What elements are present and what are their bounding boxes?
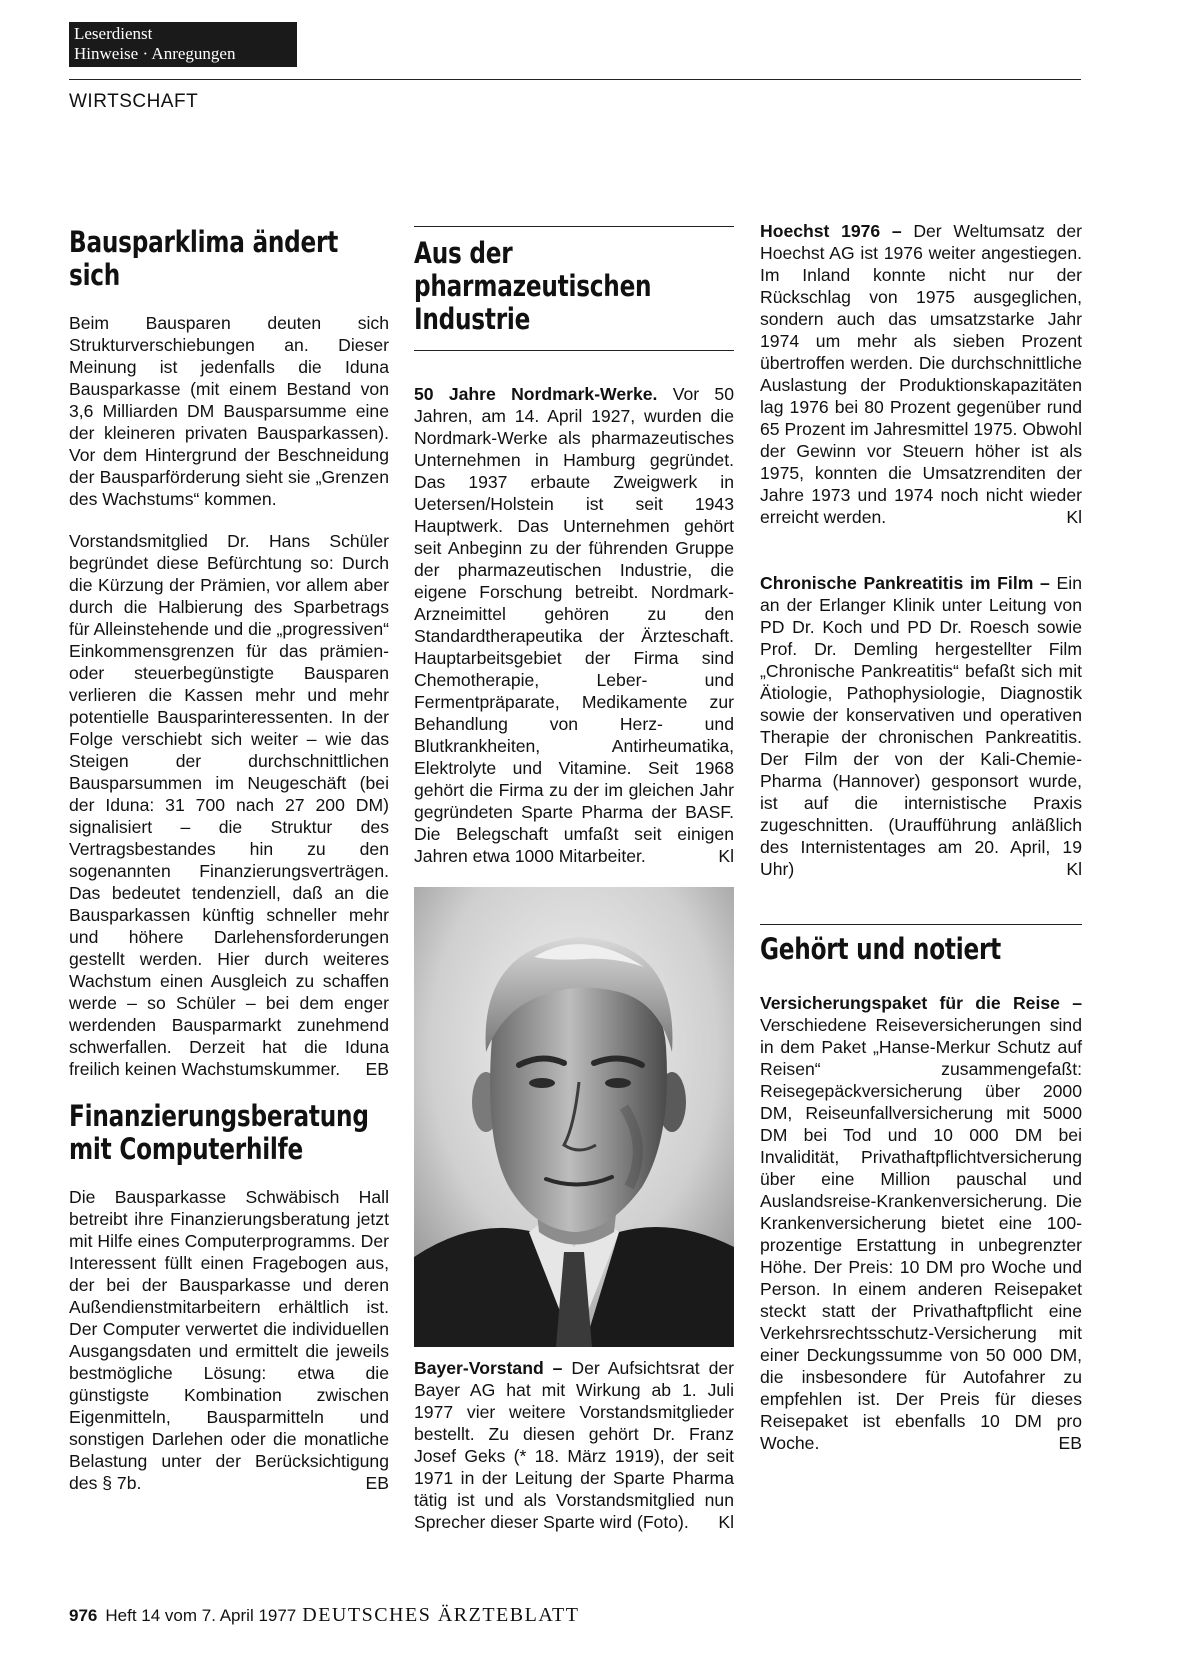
article-paragraph [414,383,734,867]
badge-line-2: Hinweise · Anregungen [74,44,236,63]
title-line: Finanzierungsberatung [69,1099,369,1133]
column-right [760,221,1082,1474]
author-signature: Kl [718,1512,734,1532]
page-footer [69,1604,579,1627]
badge-line-1: Leserdienst [74,24,153,43]
column-left [69,226,389,1514]
paragraph-lead: Bayer-Vorstand – [414,1358,563,1378]
title-line: pharmazeutischen [414,269,652,303]
portrait-photo [414,887,734,1347]
magazine-name: DEUTSCHES ÄRZTEBLATT [302,1604,580,1626]
title-line: mit Computerhilfe [69,1132,303,1166]
paragraph-text: Beim Bausparen deuten sich Strukturverschiebungen an. Dieser Meinung ist jedenfalls die Iduna Bausparkasse (mit einem Bestand von 3,6 Milliarden DM Bausparsumme eine der kleineren privaten Bausparkassen). Vor dem Hintergrund der Beschneidung der Bausparförderung sieht sie „Grenzen des Wachstums“ kommen. [69,313,389,509]
paragraph-lead: Chronische Pankreatitis im Film – [760,573,1050,593]
paragraph-text: Verschiedene Reiseversicherungen sind in dem Paket „Hanse-Merkur Schutz auf Reisen“ zusammengefaßt: Reisegepäckversicherung über 2000 DM, Reiseunfallversicherung mit 5000 DM bei Tod und 10 000 DM bei Invalidität, Privathaftpflichtversicherung über eine Million pauschal und Auslandsreise-Krankenversicherung. Die Krankenversicherung bietet eine 100-prozentige Erstattung in unbegrenzter Höhe. Der Preis: 10 DM pro Woche und Person. In einem anderen Reisepaket steckt statt der Privathaftpflicht eine Verkehrsrechtsschutz-Versicherung mit einer Deckungssumme von 50 000 DM, die insbesondere für Autofahrer zu empfehlen ist. Der Preis für dieses Reisepaket ist ebenfalls 10 DM pro Woche. [760,1015,1082,1453]
author-signature: EB [1058,1433,1082,1453]
author-signature: EB [365,1473,389,1493]
paragraph-text: Ein an der Erlanger Klinik unter Leitung von PD Dr. Koch und PD Dr. Roesch sowie Prof. Dr. Demling hergestellter Film „Chronische Pankreatitis“ befaßt sich mit Ätiologie, Pathophysiologie, Diagnostik sowie der konservativen und operativen Therapie der chronischen Pankreatitis. Der Film der von der Kali-Chemie-Pharma (Hannover) gesponsort wurde, ist auf die internistische Praxis zugeschnitten. (Uraufführung anläßlich des Internistentages am 20. April, 19 Uhr) [760,573,1082,879]
author-signature: Kl [1066,507,1082,527]
paragraph-lead: Versicherungspaket für die Reise – [760,993,1082,1013]
article-paragraph [414,1357,734,1533]
article-paragraph [760,220,1082,528]
author-signature: Kl [1066,859,1082,879]
article-paragraph [760,992,1082,1454]
paragraph-text: Der Aufsichtsrat der Bayer AG hat mit Wirkung ab 1. Juli 1977 vier weitere Vorstandsmitglieder bestellt. Zu diesen gehört Dr. Franz Josef Geks (* 18. März 1919), der seit 1971 in der Leitung der Sparte Pharma tätig ist und als Vorstandsmitglied nun Sprecher dieser Sparte wird (Foto). [414,1358,735,1532]
title-line: Industrie [414,302,531,336]
article-title-pharma [414,237,734,336]
paragraph-text: Vor 50 Jahren, am 14. April 1927, wurden die Nordmark-Werke als pharmazeutisches Unternehmen in Hamburg gegründet. Das 1937 erbaute Zweigwerk in Uetersen/Holstein ist seit 1943 Hauptwerk. Das Unternehmen gehört seit Anbeginn zu der führenden Gruppe der pharmazeutischen Industrie, die eigene Forschung betreibt. Nordmark-Arzneimittel gehören zu den Standardtherapeutika der Ärzteschaft. Hauptarbeitsgebiet der Firma sind Chemotherapie, Leber- und Fermentpräparate, Medikamente zur Behandlung von Herz- und Blutkrankheiten, Antirheumatika, Elektrolyte und Vitamine. Seit 1968 gehört die Firma zu der im gleichen Jahr gegründeten Sparte Pharma der BASF. Die Belegschaft umfaßt seit einigen Jahren etwa 1000 Mitarbeiter. [414,384,734,866]
paragraph-text: Die Bausparkasse Schwäbisch Hall betreibt ihre Finanzierungsberatung jetzt mit Hilfe eines Computerprogramms. Der Interessent füllt einen Fragebogen aus, der bei der Bausparkasse und deren Außendienstmitarbeitern erhältlich ist. Der Computer verwertet die individuellen Ausgangsdaten und ermittelt die jeweils bestmögliche Lösung: etwa die günstigste Kombination zwischen Eigenmitteln, Bausparmitteln und sonstigen Darlehen oder die monatliche Belastung unter der Berücksichtigung des § 7b. [69,1187,389,1493]
section-label: WIRTSCHAFT [69,91,199,112]
header-rule [69,79,1081,80]
author-signature: Kl [718,846,734,866]
title-rule-bottom [414,350,734,351]
author-signature: EB [365,1059,389,1079]
article-title-bausparklima: Bausparklima ändert sich [69,225,339,292]
column-middle [414,226,734,1553]
title-rule-top [414,226,734,227]
paragraph-text: Vorstandsmitglied Dr. Hans Schüler begründet diese Befürchtung so: Durch die Kürzung der Prämien, vor allem aber durch die Halbierung des Sparbetrags für Alleinstehende und die „progressiven“ Einkommensgrenzen für das prämien- oder steuerbegünstigte Bausparen verlieren die Kassen mehr und mehr potentielle Bausparinteressenten. In der Folge verschiebt sich weiter – wie das Steigen der durchschnittlichen Bausparsummen im Neugeschäft (bei der Iduna: 31 700 nach 27 200 DM) signalisiert – die Struktur des Vertragsbestandes hin zu den sogenannten Finanzierungsverträgen. Das bedeutet tendenziell, daß an die Bausparkassen künftig schneller mehr und höhere Darlehensforderungen gestellt werden. Hier durch weiteres Wachstum einen Ausgleich zu schaffen werde – so Schüler – bei dem enger werdenden Bausparmarkt zunehmend schwerfallen. Derzeit hat die Iduna freilich keinen Wachstumskummer. [69,531,389,1079]
article-paragraph [69,312,389,510]
article-paragraph [760,572,1082,880]
page-number: 976 [69,1606,98,1625]
portrait-illustration [414,887,734,1347]
article-title-finanzierung [69,1100,389,1166]
article-paragraph [69,530,389,1080]
issue-info: Heft 14 vom 7. April 1977 [105,1606,297,1625]
paragraph-lead: 50 Jahre Nordmark-Werke. [414,384,658,404]
paragraph-text: Der Weltumsatz der Hoechst AG ist 1976 weiter angestiegen. Im Inland konnte nicht nur der Rückschlag von 1975 ausgeglichen, sondern auch das umsatzstarke Jahr 1974 um mehr als sieben Prozent übertroffen werden. Die durchschnittliche Auslastung der Produktionskapazitäten lag 1976 bei 80 Prozent gegenüber rund 65 Prozent im Jahresmittel 1975. Obwohl der Gewinn vor Steuern höher ist als 1975, konnten die Umsatzrenditen der Jahre 1973 und 1974 noch nicht wieder erreicht werden. [760,221,1082,527]
title-rule-top [760,924,1082,925]
article-title-gehoert: Gehört und notiert [760,932,1002,966]
article-paragraph [69,1186,389,1494]
title-line: Aus der [414,236,513,270]
paragraph-lead: Hoechst 1976 – [760,221,902,241]
section-badge [69,22,297,67]
